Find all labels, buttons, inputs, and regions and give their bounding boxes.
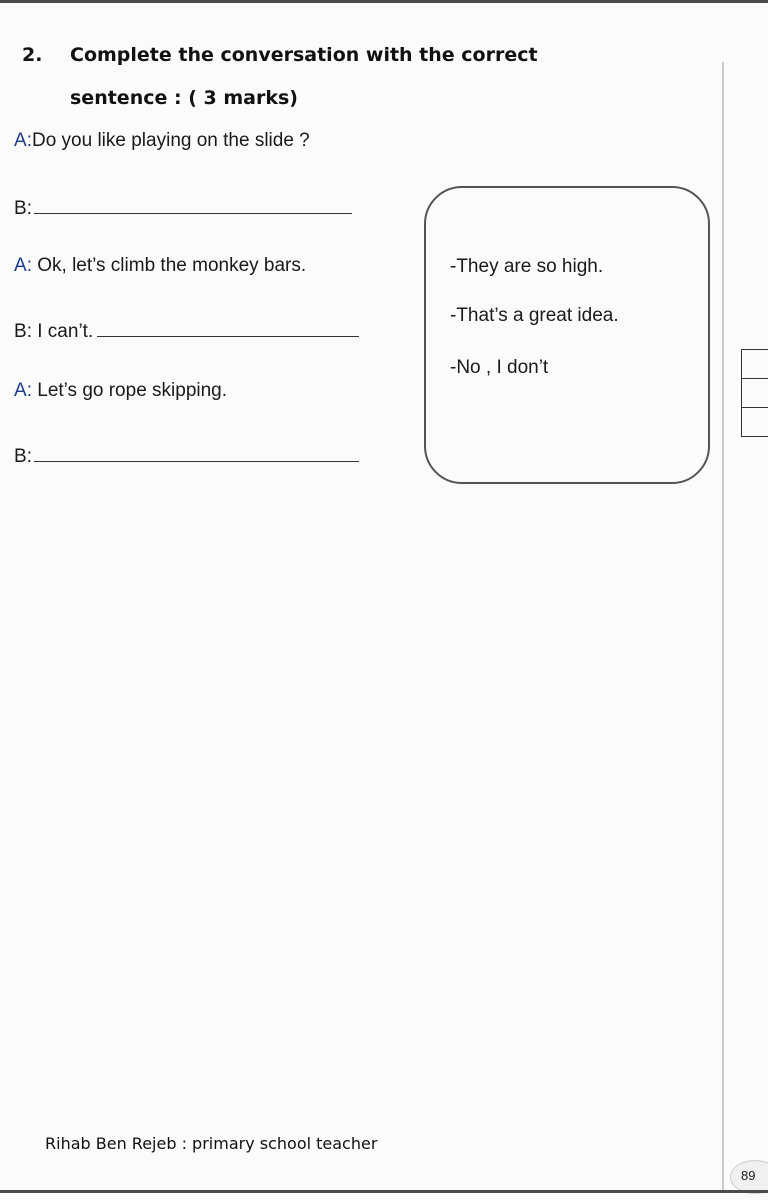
dialogue-line-5 [14, 380, 227, 402]
option-3: -No , I don’t [450, 357, 549, 378]
side-checkbox-3[interactable] [741, 407, 768, 437]
answer-blank-2[interactable] [97, 318, 359, 337]
speaker-separator: : [26, 130, 32, 151]
dialogue-text: Do you like playing on the slide ? [31, 130, 310, 151]
speaker-separator: : [26, 446, 32, 467]
page-number: 89 [730, 1160, 768, 1194]
top-border-line [0, 0, 768, 3]
right-margin-line [722, 62, 724, 1190]
author-credit: Rihab Ben Rejeb : primary school teacher [45, 1134, 378, 1153]
speaker-separator: : [26, 255, 32, 276]
side-checkbox-1[interactable] [741, 349, 768, 379]
dialogue-line-6 [14, 443, 359, 468]
speaker-separator: : [26, 198, 32, 219]
speaker-label: A [14, 255, 27, 276]
answer-blank-3[interactable] [34, 443, 359, 462]
speaker-separator: : [26, 380, 32, 401]
exercise-heading [22, 34, 622, 120]
instruction-line-1: Complete the conversation with the correct [70, 44, 538, 66]
exercise-number: 2. [22, 44, 43, 66]
option-2: -That’s a great idea. [450, 305, 619, 326]
speaker-label: B [14, 321, 27, 342]
dialogue-line-2 [14, 195, 352, 220]
bottom-border-line [0, 1190, 768, 1193]
option-1: -They are so high. [450, 256, 604, 277]
dialogue-line-1 [14, 130, 310, 152]
side-checkbox-2[interactable] [741, 378, 768, 408]
answer-blank-1[interactable] [34, 195, 352, 214]
speaker-label: B [14, 198, 27, 219]
speaker-label: B [14, 446, 27, 467]
speaker-label: A [14, 380, 27, 401]
dialogue-text: Ok, let’s climb the monkey bars. [31, 255, 307, 276]
dialogue-line-3 [14, 255, 306, 277]
dialogue-line-4 [14, 318, 359, 343]
answer-options-box [424, 186, 710, 484]
instruction-line-2: sentence : ( 3 marks) [70, 87, 298, 109]
speaker-label: A [14, 130, 27, 151]
dialogue-text: I can’t. [31, 321, 94, 342]
speaker-separator: : [26, 321, 32, 342]
dialogue-text: Let’s go rope skipping. [31, 380, 228, 401]
